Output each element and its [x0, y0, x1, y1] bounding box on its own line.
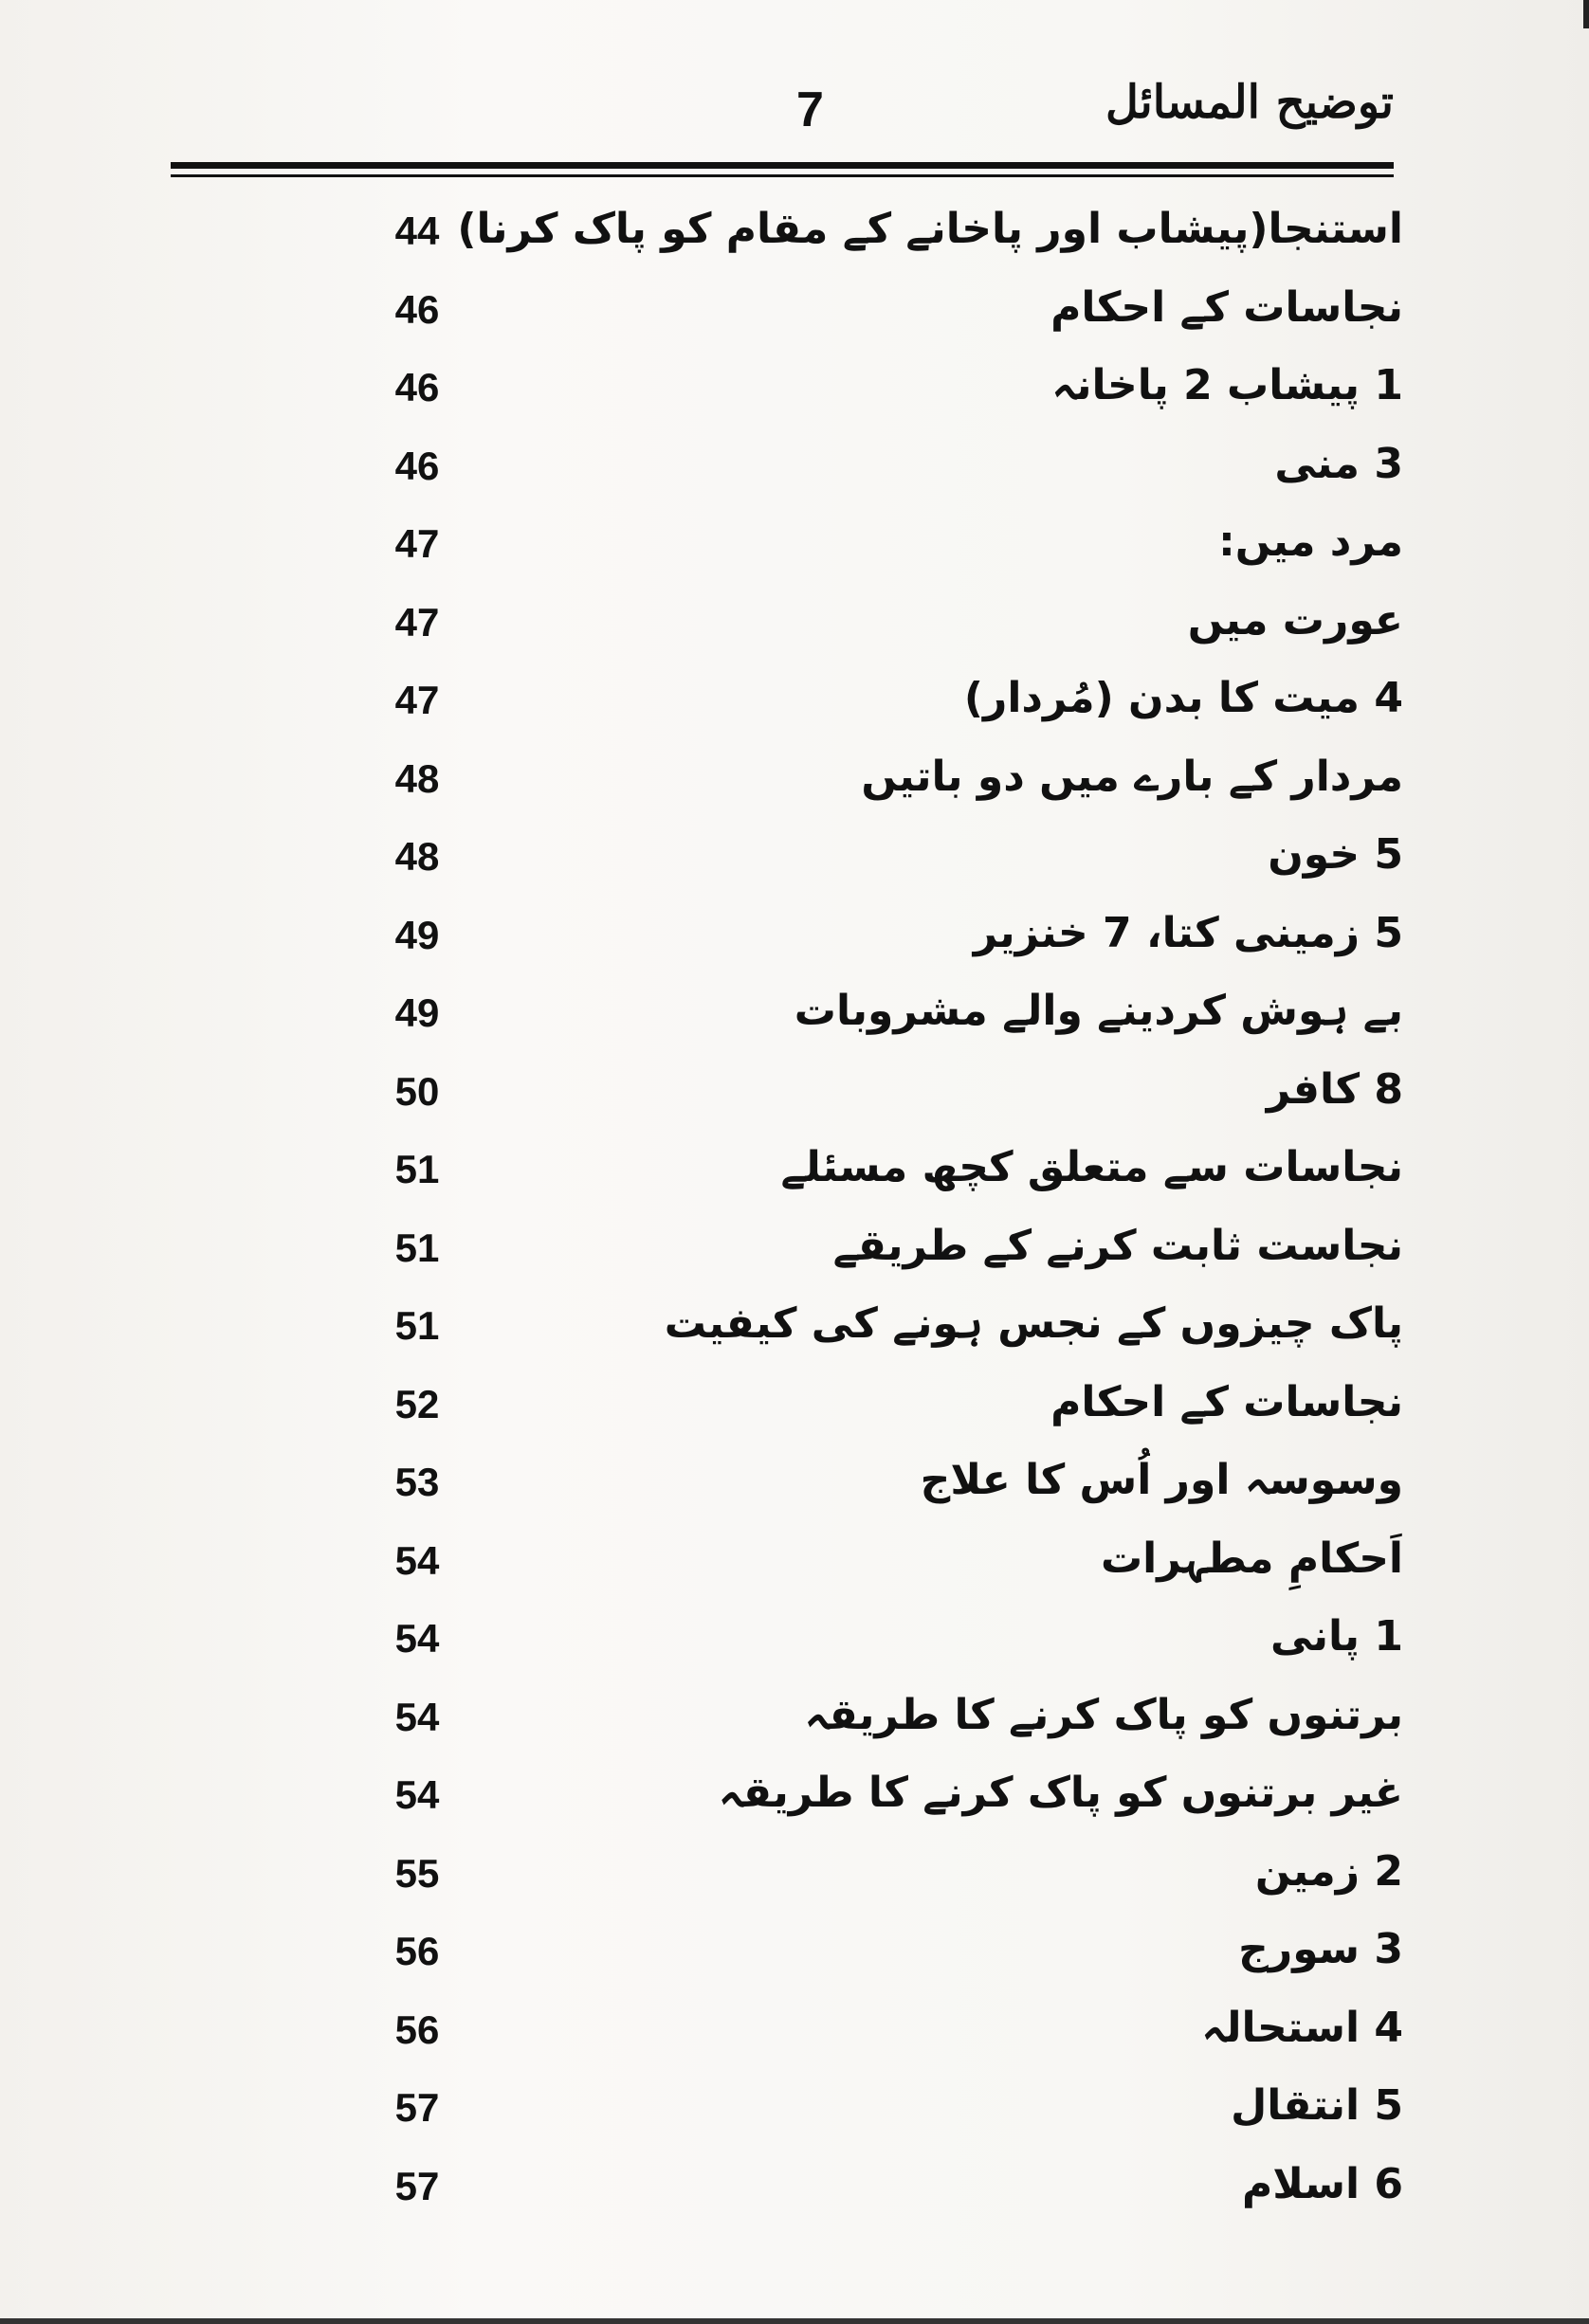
toc-entry-page: 44 [394, 209, 440, 253]
toc-entry-title: نجاسات کے احکام [1050, 282, 1403, 332]
toc-entry-title: پاک چیزوں کے نجس ہونے کی کیفیت [664, 1299, 1403, 1348]
toc-entry-title: 3 منی [1274, 439, 1403, 488]
toc-entry [360, 823, 1403, 901]
toc-entry [360, 2152, 1403, 2231]
toc-entry-title: وسوسہ اور اُس کا علاج [920, 1456, 1403, 1504]
toc-entry-page: 48 [394, 755, 440, 801]
toc-entry-title: مرد میں: [1218, 517, 1403, 566]
toc-entry-title: 1 پانی [1269, 1612, 1403, 1661]
toc-entry-title: 2 زمین [1254, 1846, 1403, 1896]
table-of-contents [360, 197, 1403, 2230]
toc-entry [360, 432, 1403, 511]
toc-entry [360, 2074, 1403, 2152]
toc-entry-title: 5 خون [1268, 830, 1403, 879]
toc-entry-page: 51 [394, 1303, 440, 1348]
toc-entry [360, 1683, 1403, 1762]
toc-entry-title: 6 اسلام [1242, 2159, 1403, 2208]
toc-entry-page: 54 [394, 1616, 440, 1661]
toc-entry-page: 48 [394, 834, 440, 879]
toc-entry-page: 50 [394, 1068, 440, 1114]
toc-entry [360, 1996, 1403, 2075]
toc-entry [360, 901, 1403, 980]
toc-entry-title: نجاسات کے احکام [1050, 1377, 1403, 1426]
toc-entry-title: برتنوں کو پاک کرنے کا طریقہ [804, 1690, 1403, 1739]
toc-entry-page: 55 [394, 1850, 440, 1896]
toc-entry-title: 5 زمینی کتا، 7 خنزیر [973, 908, 1403, 957]
page-number: 7 [796, 82, 824, 137]
toc-entry-title: 5 انتقال [1231, 2081, 1403, 2130]
toc-entry-title: استنجا(پیشاب اور پاخانے کے مقام کو پاک کرنا) [457, 205, 1403, 253]
toc-entry-title: 3 سورج [1238, 1925, 1403, 1973]
toc-entry-page: 49 [394, 990, 440, 1035]
toc-entry-page: 54 [394, 1772, 440, 1817]
toc-entry-page: 52 [394, 1381, 440, 1426]
toc-entry [360, 979, 1403, 1058]
toc-entry-title: 1 پیشاب 2 پاخانہ [1051, 361, 1403, 409]
toc-entry-title: مردار کے بارے میں دو باتیں [861, 752, 1403, 801]
toc-entry-page: 54 [394, 1694, 440, 1739]
toc-entry-page: 54 [394, 1537, 440, 1583]
toc-entry [360, 1840, 1403, 1918]
toc-entry-page: 51 [394, 1147, 440, 1191]
toc-entry-page: 46 [394, 443, 440, 488]
toc-entry-page: 46 [394, 286, 440, 332]
toc-entry-title: اَحکامِ مطہرات [1100, 1534, 1403, 1583]
toc-entry-page: 47 [394, 521, 440, 566]
toc-entry [360, 1292, 1403, 1371]
header-rule-thick [171, 162, 1394, 169]
toc-entry-page: 57 [394, 2085, 440, 2130]
toc-entry [360, 745, 1403, 824]
toc-entry-title: غیر برتنوں کو پاک کرنے کا طریقہ [718, 1769, 1403, 1817]
toc-entry-page: 47 [394, 678, 440, 722]
toc-entry-page: 56 [394, 1929, 440, 1973]
toc-entry-title: نجاست ثابت کرنے کے طریقے [832, 1221, 1403, 1270]
toc-entry-title: 8 کافر [1266, 1064, 1403, 1114]
toc-entry [360, 1527, 1403, 1606]
book-title: توضیح المسائل [1105, 76, 1394, 129]
toc-entry-page: 56 [394, 2006, 440, 2052]
toc-entry [360, 589, 1403, 667]
toc-entry [360, 1917, 1403, 1996]
toc-entry [360, 354, 1403, 432]
toc-entry [360, 510, 1403, 589]
toc-entry [360, 1605, 1403, 1683]
toc-entry-page: 57 [394, 2163, 440, 2208]
toc-entry [360, 1371, 1403, 1449]
scan-bottom-edge [0, 2318, 1589, 2324]
toc-entry [360, 1214, 1403, 1293]
toc-entry-title: عورت میں [1187, 595, 1403, 645]
toc-entry-title: 4 میت کا بدن (مُردار) [963, 674, 1403, 722]
toc-entry-page: 53 [394, 1460, 440, 1504]
scan-edge-mark [1583, 0, 1589, 28]
toc-entry [360, 1058, 1403, 1136]
page-header [171, 66, 1394, 142]
toc-entry [360, 1135, 1403, 1214]
toc-entry [360, 666, 1403, 745]
toc-entry [360, 276, 1403, 354]
toc-entry-page: 49 [394, 912, 440, 957]
toc-entry-title: 4 استحالہ [1201, 2003, 1403, 2052]
toc-entry-page: 51 [394, 1225, 440, 1270]
toc-entry-title: نجاسات سے متعلق کچھ مسئلے [780, 1143, 1403, 1191]
toc-entry-page: 46 [394, 365, 440, 409]
toc-entry-page: 47 [394, 599, 440, 645]
toc-entry [360, 1448, 1403, 1527]
toc-entry-title: بے ہوش کردینے والے مشروبات [794, 987, 1403, 1035]
toc-entry [360, 1761, 1403, 1840]
toc-entry [360, 197, 1403, 276]
header-rule-thin [171, 174, 1394, 177]
